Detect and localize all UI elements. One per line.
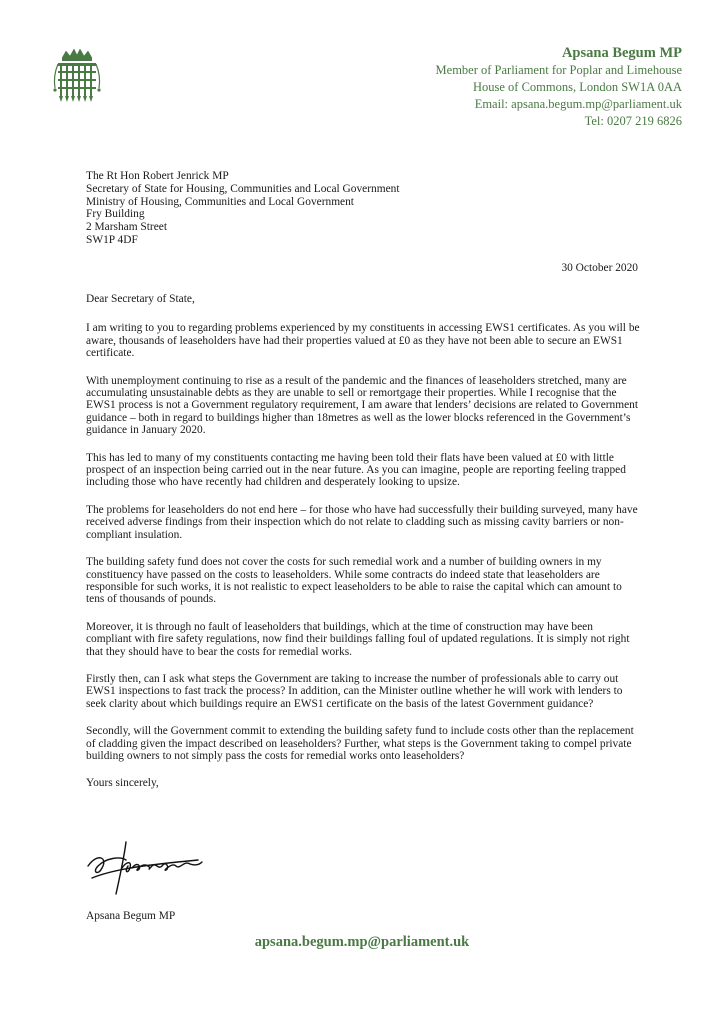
- recipient-line: SW1P 4DF: [86, 233, 138, 246]
- portcullis-icon: [52, 48, 102, 106]
- mp-name: Apsana Begum MP: [561, 45, 682, 61]
- mp-address: House of Commons, London SW1A 0AA: [472, 80, 682, 94]
- body-paragraph: I am writing to you to regarding problems experienced by my constituents in accessing EWS1 certificates. As you will be aware, thousands of leaseholders have had their properties valued at £0 as they have not been able to secure an EWS1 certificate.: [86, 322, 640, 360]
- recipient-line: Secretary of State for Housing, Communities and Local Government: [86, 182, 400, 195]
- letter-date: 30 October 2020: [561, 262, 638, 274]
- body-paragraph: Secondly, will the Government commit to extending the building safety fund to include costs other than the replacement of cladding given the impact described on leaseholders? Further, what steps is the Government taking to compel private building owners to not simply pass the costs for remedial works onto leaseholders?: [86, 725, 634, 762]
- body-paragraph: Moreover, it is through no fault of leaseholders that buildings, which at the time of construction may have been compliant with fire safety regulations, now find their buildings falling foul of updated regulations. It is simply not right that they should have to bear the costs for remedial works.: [86, 620, 630, 658]
- recipient-line: 2 Marsham Street: [86, 221, 167, 234]
- signatory-name: Apsana Begum MP: [86, 910, 176, 922]
- recipient-address: [86, 170, 399, 247]
- mp-role: Member of Parliament for Poplar and Limehouse: [435, 63, 682, 77]
- recipient-line: Fry Building: [86, 208, 145, 221]
- mp-email[interactable]: Email: apsana.begum.mp@parliament.uk: [474, 97, 682, 111]
- body-paragraph: The building safety fund does not cover the costs for such remedial work and a number of building owners in my constituency have passed on the costs to leaseholders. While some contracts do indeed state that leaseholders are responsible for such works, it is not realistic to expect leaseholders to be able to raise the capital which can amount to tens of thousands of pounds.: [86, 556, 622, 606]
- recipient-line: Ministry of Housing, Communities and Local Government: [86, 195, 354, 208]
- body-paragraph: This has led to many of my constituents contacting me having been told their flats have been valued at £0 with little prospect of an inspection being carried out in the near future. As you can imagine, people are reporting feeling trapped including those who have recently had children and desperately looking to upsize.: [86, 451, 626, 489]
- mp-telephone: Tel: 0207 219 6826: [584, 114, 682, 128]
- body-paragraph: With unemployment continuing to rise as a result of the pandemic and the finances of leaseholders stretched, many are accumulating unsustainable debts as they are unable to sell or remortgage their properties. While I recognise that the EWS1 process is not a Government regulatory requirement, I am aware that lenders’ decisions are related to Government guidance – both in regard to buildings higher than 18metres as well as the lower blocks referenced in the Government’s guidance in January 2020.: [86, 374, 639, 437]
- letterhead: [436, 44, 682, 130]
- footer-email[interactable]: apsana.begum.mp@parliament.uk: [254, 934, 470, 950]
- closing: Yours sincerely,: [86, 777, 159, 790]
- handwritten-signature: [86, 838, 206, 898]
- letter-body: [86, 293, 641, 805]
- body-paragraph: Firstly then, can I ask what steps the Government are taking to increase the number of professionals able to carry out EWS1 inspections to fast track the process? In addition, can the Minister outline whether he will work with lenders to seek clarity about which buildings require an EWS1 certificate on the basis of the latest Government guidance?: [86, 672, 623, 710]
- salutation: Dear Secretary of State,: [86, 293, 195, 305]
- body-paragraph: The problems for leaseholders do not end here – for those who have had successfully their building surveyed, many have received adverse findings from their inspection which do not relate to cladding such as missing cavity barriers or non-compliant insulation.: [86, 503, 638, 541]
- recipient-line: The Rt Hon Robert Jenrick MP: [86, 170, 229, 182]
